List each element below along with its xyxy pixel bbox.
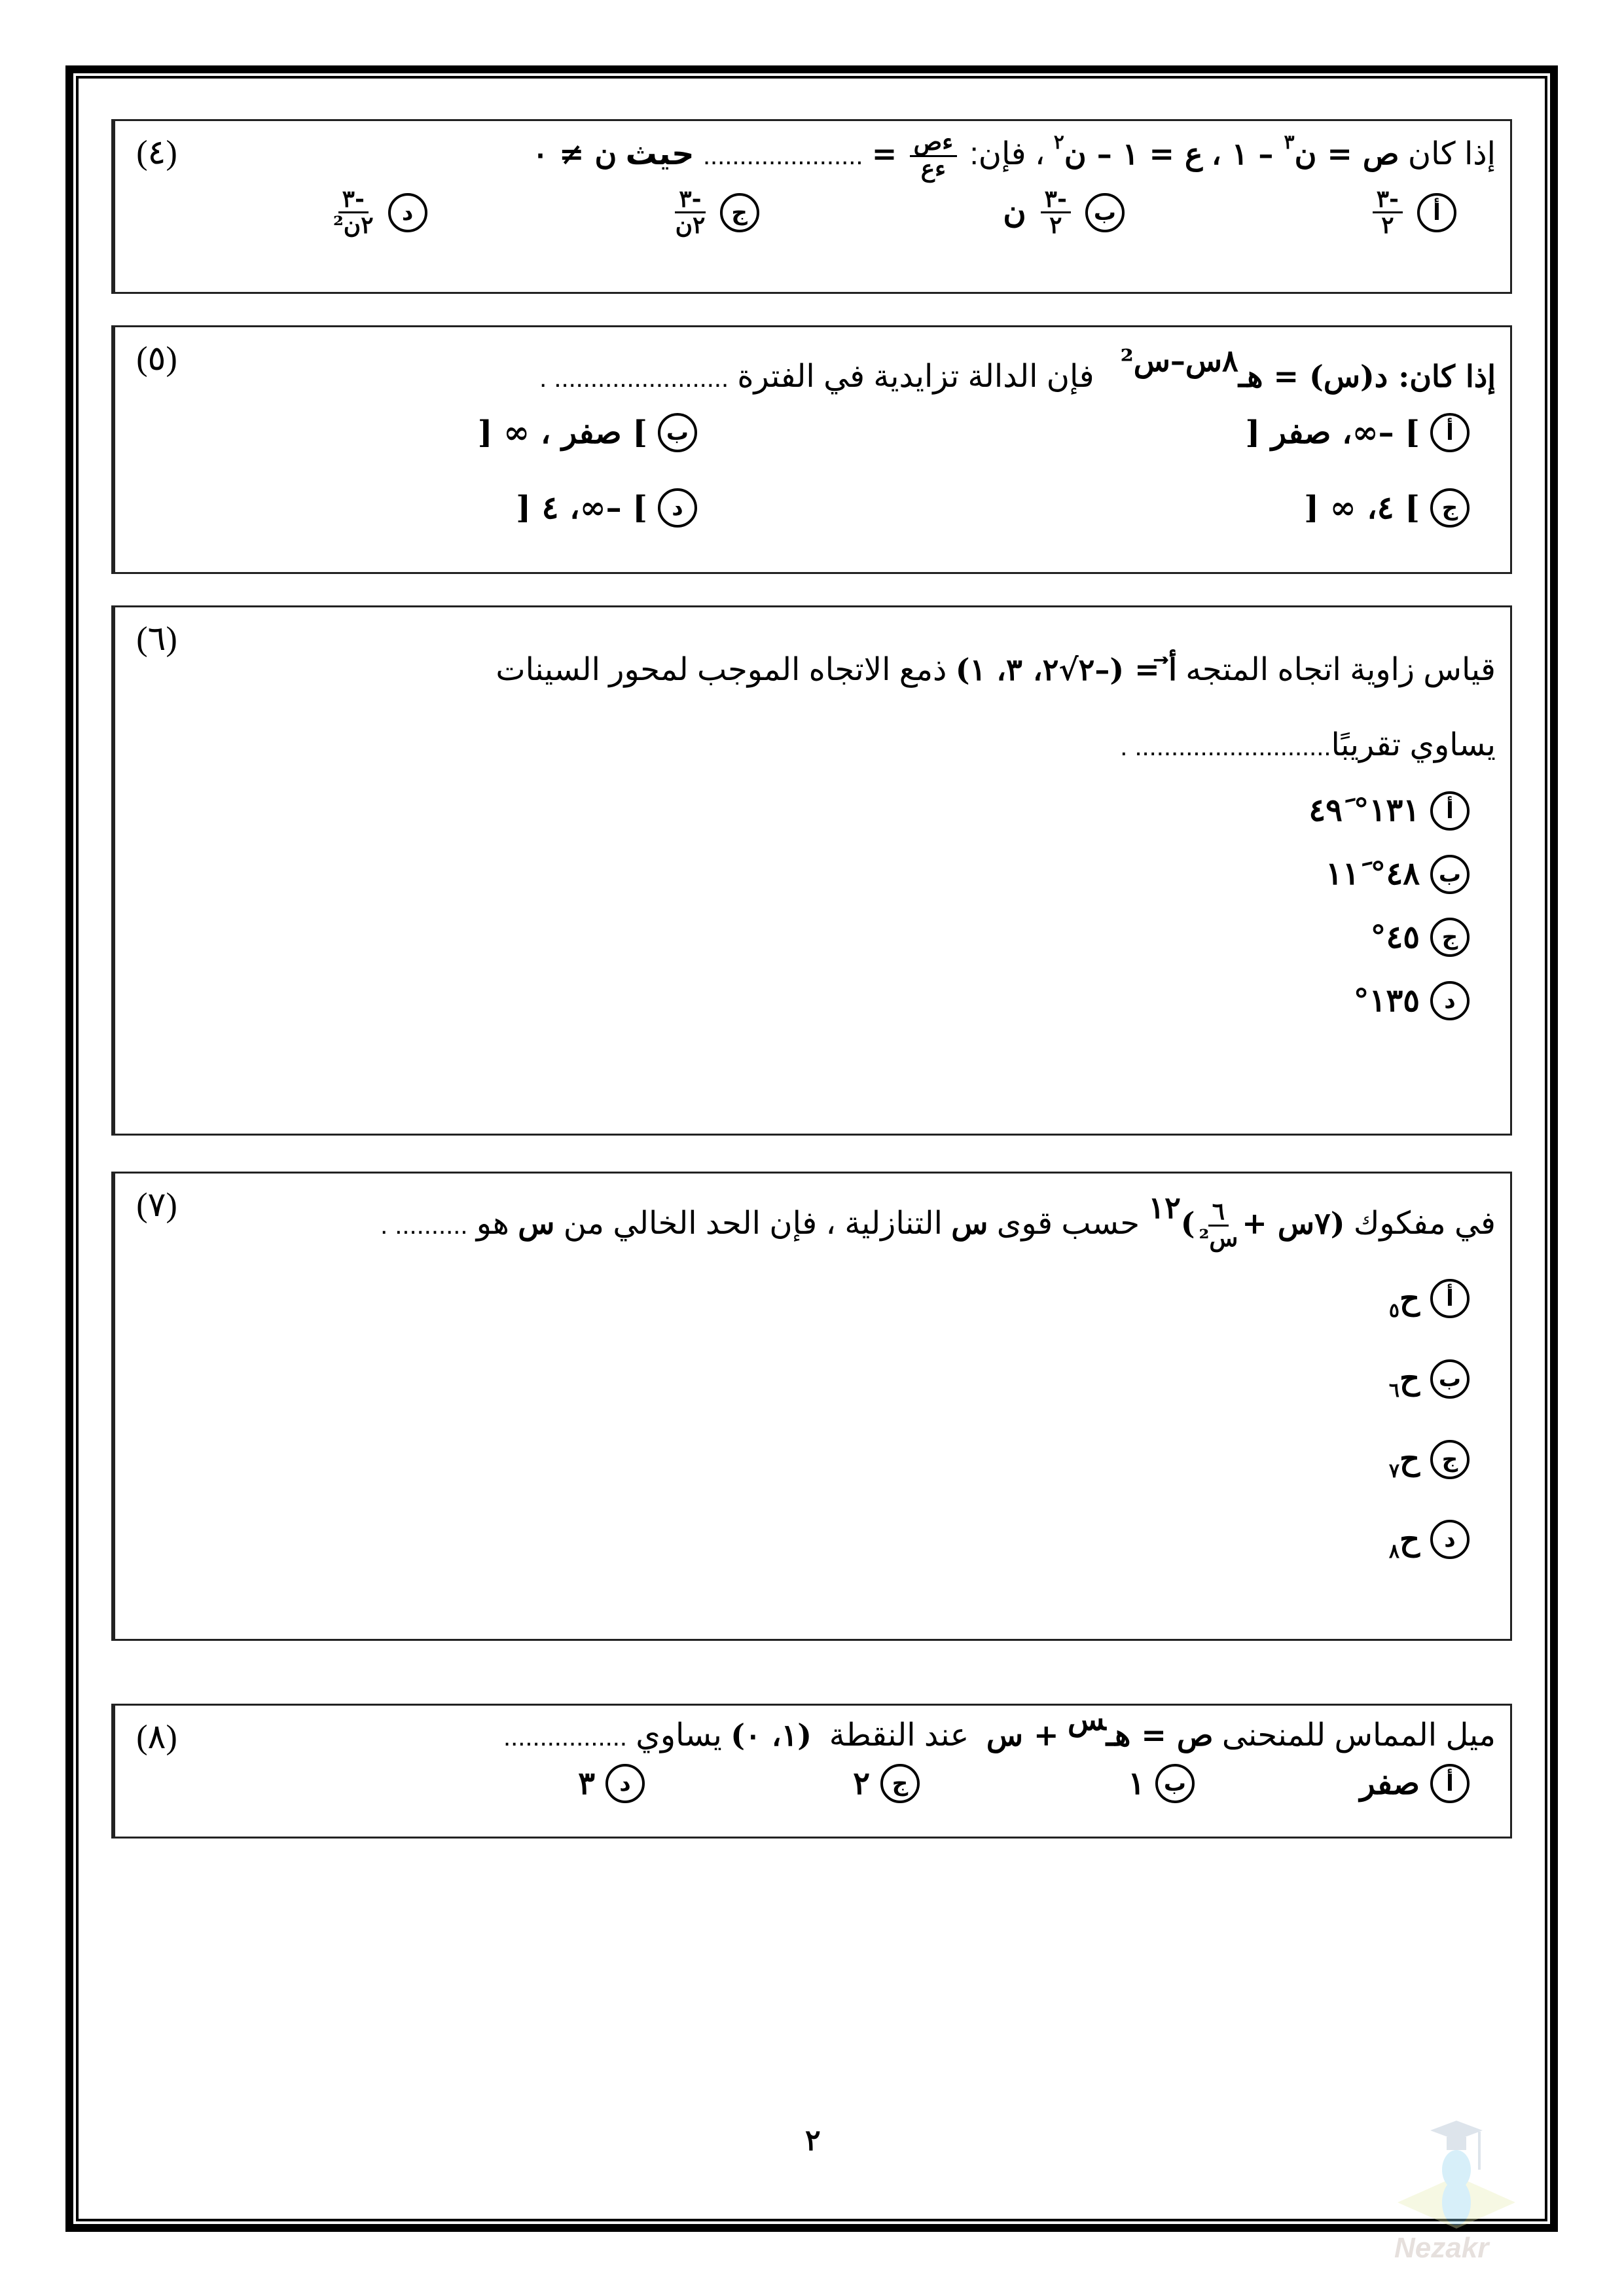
option-c[interactable] <box>211 916 1496 959</box>
option-label-circle[interactable]: ب <box>658 413 697 452</box>
stem-text: حيث <box>625 136 695 171</box>
variable: س <box>518 1205 555 1241</box>
term-symbol: ح <box>1399 1360 1420 1397</box>
option-label-circle[interactable]: ج <box>1430 488 1470 528</box>
exponent: ٨س–س² <box>1120 343 1238 378</box>
fraction-denominator: س² <box>1199 1224 1238 1252</box>
option-label-circle[interactable]: د <box>388 193 427 232</box>
eq-text: ص = ن <box>1294 135 1399 171</box>
option-b[interactable] <box>1003 187 1125 239</box>
answer-blank[interactable]: ................. <box>503 1723 627 1751</box>
eq-text: ع = ١ – ن <box>1064 135 1203 171</box>
option-fraction <box>675 187 705 239</box>
question-body <box>198 607 1510 1134</box>
question-number: (٧) <box>113 1174 198 1639</box>
fraction-denominator: ءع <box>920 154 947 183</box>
graduation-book-icon <box>1391 2104 1522 2235</box>
stem-text: ، فإن: <box>969 136 1045 171</box>
fraction-numerator: -٣ <box>338 187 369 214</box>
option-c[interactable] <box>697 487 1470 529</box>
option-label-circle[interactable]: أ <box>1430 791 1470 831</box>
option-value: ] ٤، ∞ [ <box>1304 489 1420 526</box>
variable: س <box>951 1205 988 1241</box>
eq-text: – ١ ، <box>1211 135 1274 171</box>
option-label-circle[interactable]: د <box>1430 1520 1470 1559</box>
answer-blank[interactable]: ........................ . <box>539 364 729 393</box>
option-value: ٤٥° <box>1370 918 1420 956</box>
question-body <box>198 1174 1510 1639</box>
option-d[interactable] <box>211 980 1496 1022</box>
option-fraction <box>333 187 374 239</box>
question-6 <box>111 605 1512 1136</box>
question-stem <box>211 1702 1496 1757</box>
exponent: س <box>1067 1702 1106 1737</box>
term-index: ٨ <box>1388 1539 1400 1563</box>
binomial-expression: ) <box>1180 1205 1195 1241</box>
exponent: ٣ <box>1284 130 1295 154</box>
fraction-denominator: ٢ن² <box>333 211 374 240</box>
question-stem <box>211 1189 1496 1252</box>
options-row <box>211 187 1496 239</box>
stem-text: يساوي تقريبًا <box>1331 728 1496 763</box>
stem-text: ذمع الاتجاه الموجب لمحور السينات <box>496 653 947 687</box>
option-value: ١٣١° ٤٩َ <box>1308 792 1420 829</box>
question-number: (٥) <box>113 327 198 572</box>
option-value <box>1388 1438 1420 1483</box>
option-fraction <box>1041 187 1071 239</box>
fraction-denominator: ٢ <box>1049 211 1062 240</box>
stem-text: عند النقطة <box>829 1718 969 1753</box>
option-label-circle[interactable]: د <box>658 488 697 528</box>
stem-text: ميل المماس للمنحنى <box>1221 1718 1496 1753</box>
option-value: ١ <box>1128 1765 1145 1802</box>
option-c[interactable] <box>211 1438 1496 1483</box>
equals-sign: = <box>871 135 897 171</box>
options-row <box>211 1763 1496 1805</box>
exponent: ٢ <box>1053 130 1064 154</box>
options-column <box>211 1278 1496 1561</box>
question-stem <box>211 343 1496 399</box>
fraction-numerator: -٣ <box>1373 187 1403 214</box>
option-d[interactable] <box>516 487 697 529</box>
stem-text: هو <box>476 1206 509 1241</box>
option-label-circle[interactable]: ب <box>1155 1764 1195 1803</box>
option-value: ٢ <box>853 1765 870 1802</box>
answer-blank[interactable]: ........................... . <box>1120 732 1331 762</box>
options-row <box>211 487 1496 529</box>
option-suffix: ن <box>1003 194 1026 231</box>
option-value <box>1388 1357 1420 1403</box>
option-d[interactable] <box>578 1763 645 1805</box>
question-body <box>198 121 1510 292</box>
binomial-expression: (٧س + <box>1242 1205 1345 1241</box>
question-stem <box>211 632 1496 783</box>
question-number: (٦) <box>113 607 198 1134</box>
option-b[interactable] <box>211 1357 1496 1403</box>
option-value: ] –∞، صفر [ <box>1245 414 1420 451</box>
option-label-circle[interactable]: ج <box>1430 918 1470 957</box>
option-value <box>1389 1518 1420 1561</box>
question-stem <box>211 130 1496 182</box>
term-symbol: ح <box>1399 1520 1420 1558</box>
term-index: ٧ <box>1388 1460 1400 1483</box>
option-b[interactable] <box>211 853 1496 895</box>
page-number: ٢ <box>805 2125 821 2157</box>
question-number: (٤) <box>113 121 198 292</box>
question-7 <box>111 1172 1512 1641</box>
options-column <box>211 789 1496 1022</box>
option-label-circle[interactable]: د <box>1430 981 1470 1020</box>
question-body <box>198 1702 1510 1837</box>
curve-equation: ص = هـ <box>1106 1717 1214 1753</box>
binomial-fraction <box>1199 1200 1238 1251</box>
option-a[interactable] <box>211 1278 1496 1320</box>
stem-text: إذا كان <box>1407 136 1496 171</box>
term-symbol: ح <box>1399 1441 1420 1478</box>
exponent: ١٢ <box>1148 1189 1181 1225</box>
question-number: (٨) <box>113 1706 198 1837</box>
question-4 <box>111 119 1512 294</box>
stem-text: قياس زاوية اتجاه المتجه <box>1185 653 1496 687</box>
curve-equation: + س <box>986 1717 1059 1753</box>
option-label-circle[interactable]: ج <box>880 1764 920 1803</box>
option-label-circle[interactable]: ج <box>720 193 759 232</box>
option-label-circle[interactable]: ج <box>1430 1440 1470 1479</box>
option-label-circle[interactable]: ب <box>1430 1359 1470 1399</box>
fraction-numerator: -٣ <box>1041 187 1071 214</box>
option-label-circle[interactable]: د <box>605 1764 645 1803</box>
function-definition: إذا كان: د(س) = هـ <box>1238 359 1496 394</box>
option-c[interactable] <box>645 1763 920 1805</box>
stem-text: حسب قوى <box>996 1206 1140 1241</box>
derivative-fraction <box>910 130 957 182</box>
watermark-text: Nezakr <box>1394 2232 1489 2264</box>
option-fraction <box>1373 187 1403 239</box>
stem-text: في مفكوك <box>1353 1206 1496 1241</box>
option-a[interactable] <box>1369 187 1456 239</box>
answer-blank[interactable]: ...................... <box>702 141 863 170</box>
option-label-circle[interactable]: أ <box>1430 1764 1470 1803</box>
option-a[interactable] <box>211 789 1496 832</box>
option-label-circle[interactable]: ب <box>1430 855 1470 894</box>
equation-z <box>1053 130 1203 171</box>
question-body <box>198 327 1510 572</box>
option-value: صفر <box>1360 1765 1420 1802</box>
option-a[interactable] <box>697 412 1470 454</box>
fraction-numerator: ءص <box>910 130 957 157</box>
condition: ن ≠ ٠ <box>532 135 617 171</box>
term-symbol: ح <box>1399 1280 1420 1317</box>
stem-text: فإن الدالة تزايدية في الفترة <box>737 359 1094 394</box>
equation-y <box>1211 130 1399 171</box>
fraction-numerator: ٦ <box>1208 1200 1229 1227</box>
question-8 <box>111 1704 1512 1839</box>
option-b[interactable] <box>478 412 697 454</box>
option-b[interactable] <box>920 1763 1195 1805</box>
option-label-circle[interactable]: أ <box>1430 413 1470 452</box>
option-value: ٤٨° ١١َ <box>1326 855 1420 893</box>
question-5 <box>111 325 1512 574</box>
option-label-circle[interactable]: أ <box>1417 193 1456 232</box>
term-index: ٥ <box>1388 1299 1400 1322</box>
option-d[interactable] <box>211 1518 1496 1561</box>
option-a[interactable] <box>1195 1763 1470 1805</box>
answer-blank[interactable]: .......... . <box>380 1210 468 1240</box>
options-row <box>211 412 1496 454</box>
option-label-circle[interactable]: ب <box>1085 193 1125 232</box>
vector-value: = (–٢√٢، ٣، ١) <box>955 652 1160 687</box>
stem-text: التنازلية ، فإن الحد الخالي من <box>563 1206 943 1241</box>
option-value <box>1389 1278 1420 1320</box>
option-d[interactable] <box>329 187 427 239</box>
point-coordinates: (١، ٠) <box>731 1717 812 1753</box>
option-value: ٣ <box>578 1765 595 1802</box>
stem-text: يساوي <box>636 1718 722 1753</box>
option-c[interactable] <box>671 187 759 239</box>
fraction-numerator: -٣ <box>675 187 705 214</box>
option-label-circle[interactable]: أ <box>1430 1279 1470 1318</box>
vector-name: أ⃗ <box>1168 652 1177 687</box>
option-value: ١٣٥° <box>1353 982 1420 1019</box>
term-index: ٦ <box>1388 1379 1400 1403</box>
watermark-logo <box>1391 2104 1522 2294</box>
fraction-denominator: ٢ <box>1381 211 1394 240</box>
option-value: ] صفر ، ∞ [ <box>477 414 647 451</box>
option-value: ] –∞، ٤ [ <box>516 489 647 526</box>
fraction-denominator: ٢ن <box>675 211 706 240</box>
